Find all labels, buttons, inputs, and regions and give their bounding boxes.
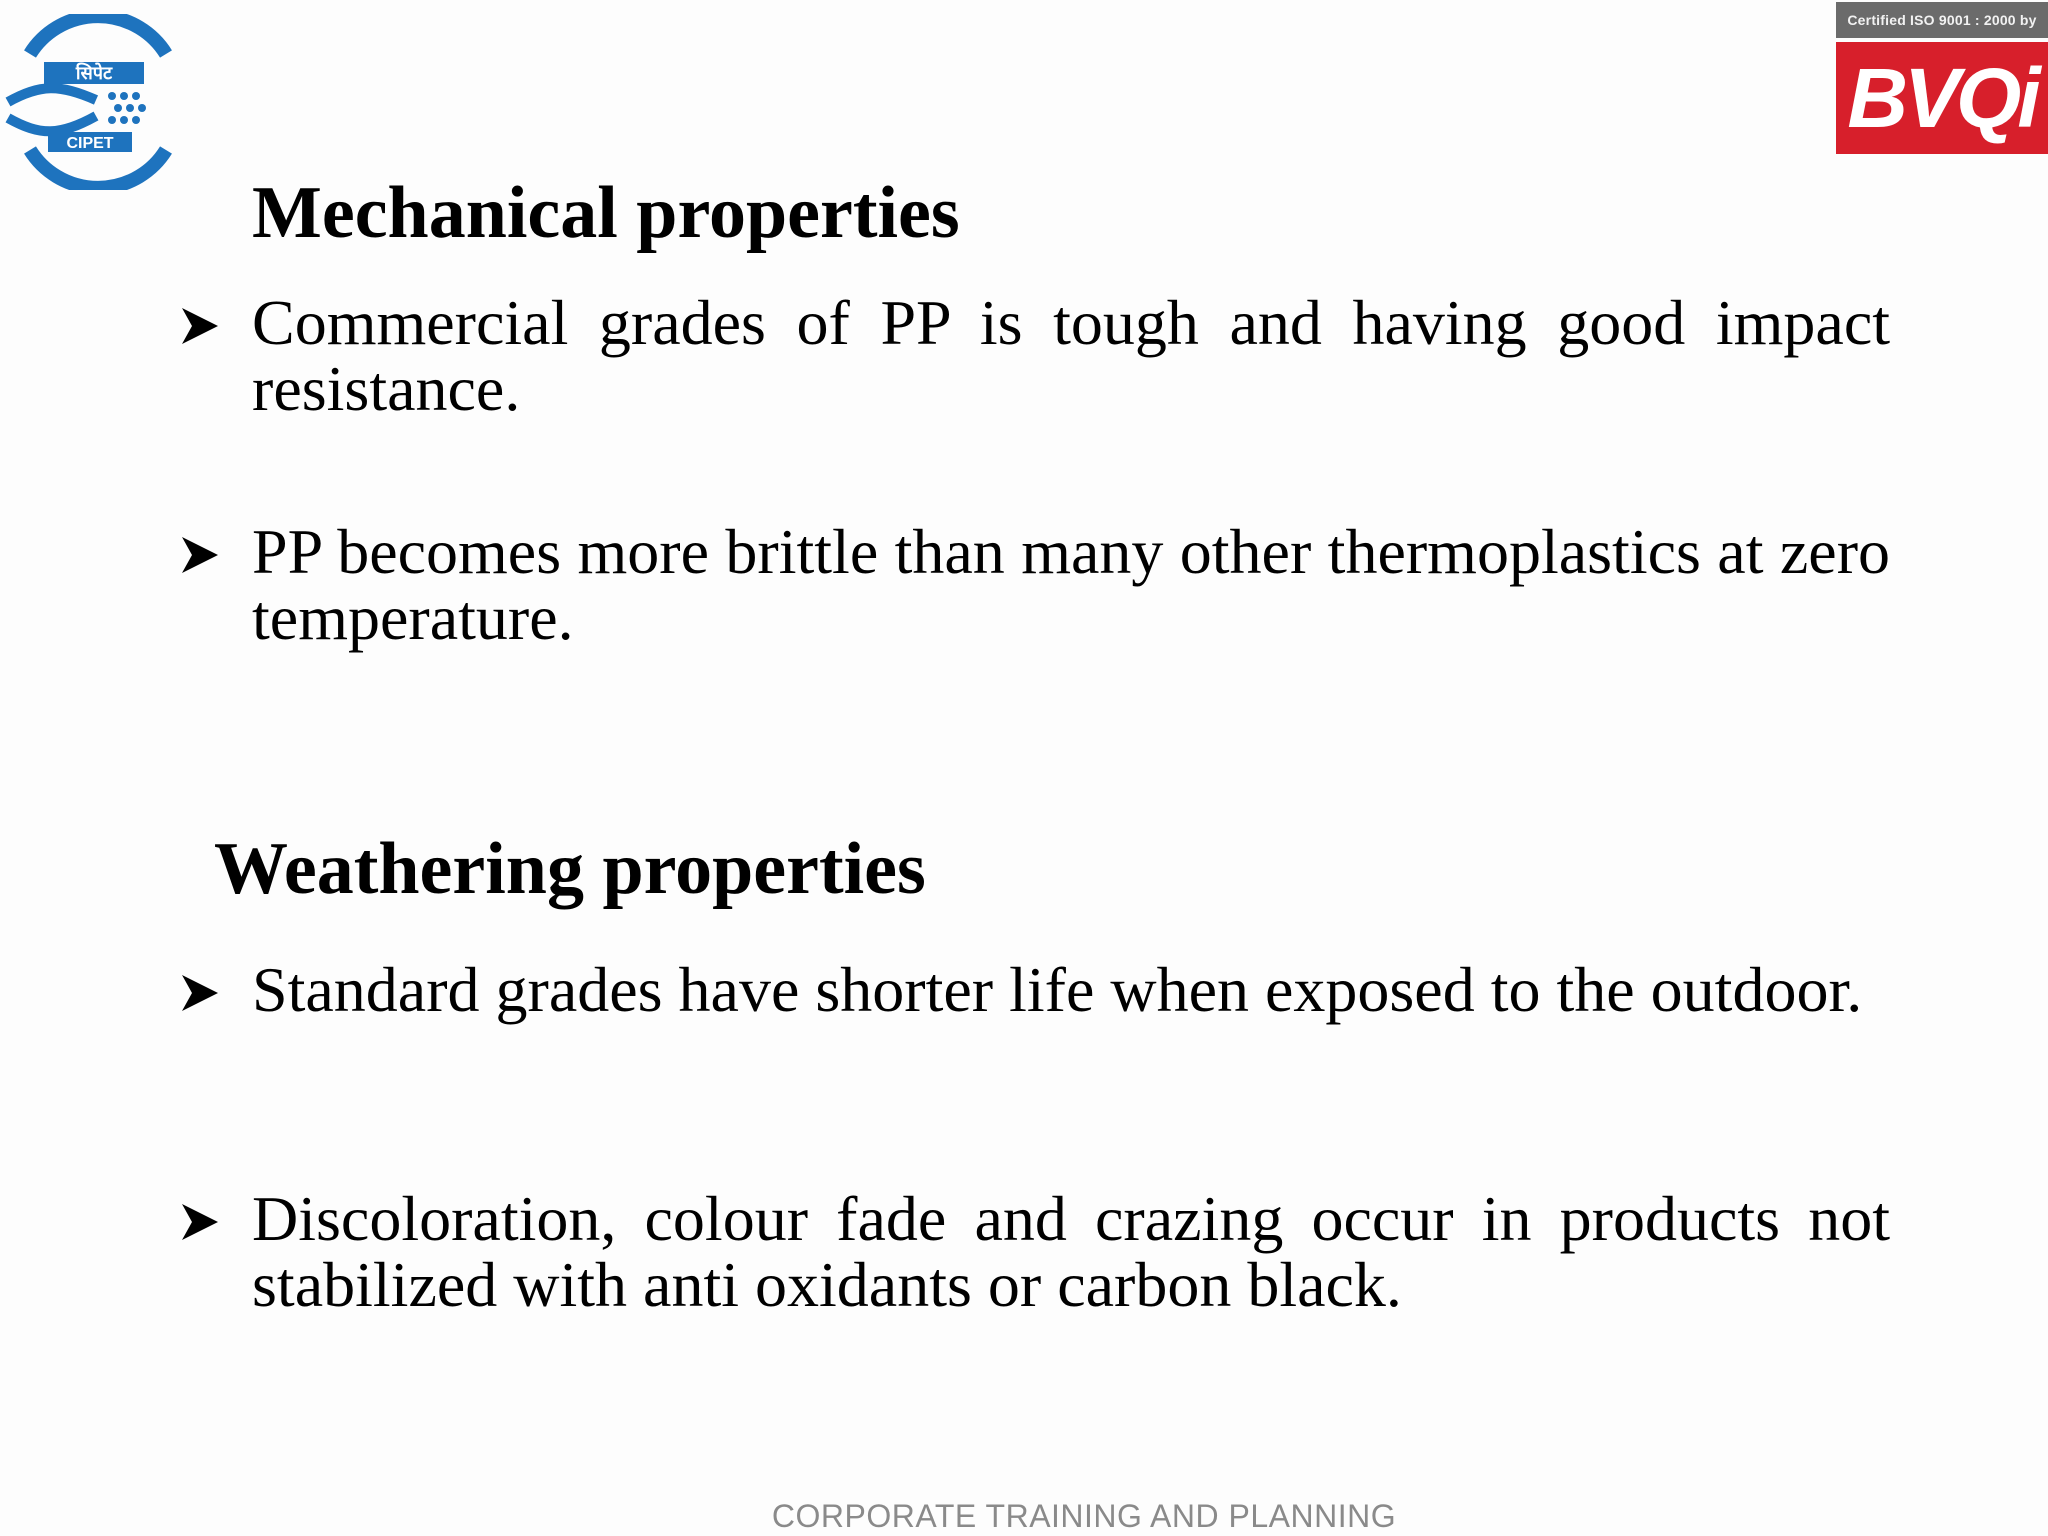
- bullet-text: Standard grades have shorter life when exposed to the outdoor.: [252, 954, 1863, 1025]
- certification-text: Certified ISO 9001 : 2000 by: [1836, 2, 2048, 38]
- section-heading-mechanical: Mechanical properties: [252, 172, 960, 254]
- arrowhead-bullet-icon: [178, 1200, 222, 1244]
- arrowhead-bullet-icon: [178, 304, 222, 348]
- bullet-text: Commercial grades of PP is tough and having good impact resistance.: [252, 287, 1890, 424]
- footer-text: CORPORATE TRAINING AND PLANNING: [771, 1498, 1397, 1534]
- bullet-item: [178, 954, 1890, 1025]
- section-heading-weathering: Weathering properties: [214, 828, 926, 910]
- arrowhead-bullet-icon: [178, 971, 222, 1015]
- bvqi-certification-logo: [1836, 2, 2048, 154]
- bullet-text: PP becomes more brittle than many other thermoplastics at zero temperature.: [252, 516, 1890, 653]
- bullet-text: Discoloration, colour fade and crazing occur in products not stabilized with anti oxidants or carbon black.: [252, 1183, 1890, 1320]
- cipet-logo: [0, 14, 196, 190]
- bullet-item: [178, 287, 1890, 424]
- cipet-logo-devanagari: सिपेट: [75, 63, 113, 84]
- arrowhead-bullet-icon: [178, 533, 222, 577]
- bvqi-mark: BVQi: [1836, 42, 2048, 154]
- bullet-item: [178, 516, 1890, 653]
- cipet-logo-label: CIPET: [66, 135, 114, 152]
- bullet-item: [178, 1183, 1890, 1320]
